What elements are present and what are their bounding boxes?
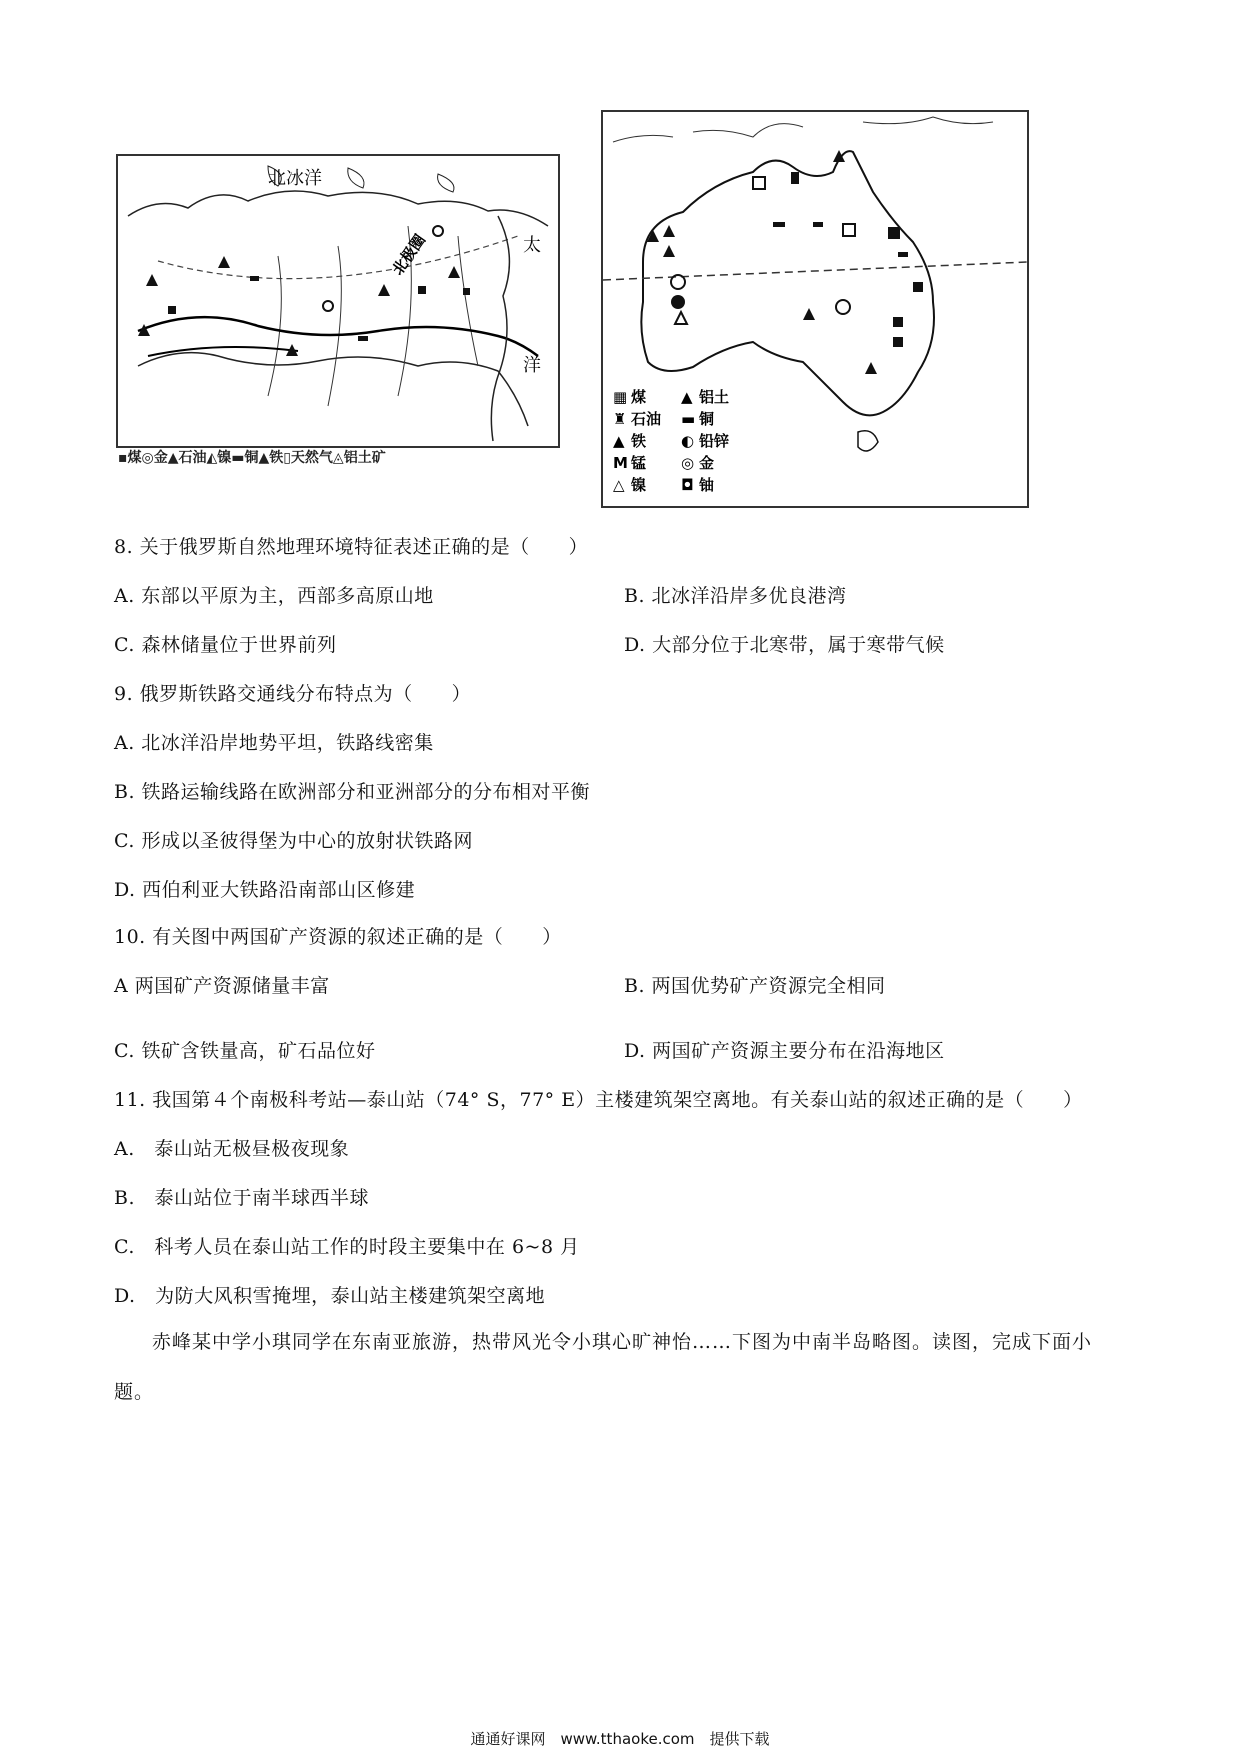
australia-legend — [613, 388, 729, 494]
russia-map-drawing — [118, 156, 558, 446]
label-pacific-2: 洋 — [523, 355, 541, 376]
footer-source: 通通好课网 www.tthaoke.com 提供下载 — [470, 1730, 770, 1748]
legend-symbol-coal: ▦ — [613, 388, 628, 406]
label-arctic-circle: 北极圈 — [388, 231, 430, 279]
russia-map — [116, 154, 560, 448]
legend-symbol-uranium: ◘ — [681, 476, 694, 494]
legend-label-copper: 铜 — [699, 410, 715, 428]
question-10-option-a: A 两国矿产资源储量丰富 — [114, 975, 330, 997]
question-10-option-c: C. 铁矿含铁量高，矿石品位好 — [114, 1040, 376, 1062]
legend-label-gold: 金 — [699, 454, 715, 472]
question-10-option-d: D. 两国矿产资源主要分布在沿海地区 — [624, 1040, 945, 1062]
legend-symbol-copper: ▬ — [681, 410, 696, 428]
legend-label-oil: 石油 — [631, 410, 662, 428]
question-9-option-b: B. 铁路运输线路在欧洲部分和亚洲部分的分布相对平衡 — [114, 781, 591, 803]
mineral-symbols-au — [647, 150, 923, 374]
legend-symbol-nickel: △ — [613, 476, 625, 494]
russia-map-legend: ▪煤◎金▲石油◭镍▬铜▲铁▯天然气◬铝土矿 — [118, 450, 386, 466]
label-pacific-1: 太 — [523, 235, 541, 256]
question-9-stem: 9. 俄罗斯铁路交通线分布特点为（ ） — [114, 683, 472, 705]
australia-map — [601, 110, 1029, 508]
question-10-option-b: B. 两国优势矿产资源完全相同 — [624, 975, 886, 997]
question-9-option-c: C. 形成以圣彼得堡为中心的放射状铁路网 — [114, 830, 473, 852]
question-8-option-b: B. 北冰洋沿岸多优良港湾 — [624, 585, 847, 607]
question-8-stem: 8. 关于俄罗斯自然地理环境特征表述正确的是（ ） — [114, 536, 589, 558]
legend-symbol-leadzinc: ◐ — [681, 432, 695, 450]
legend-symbol-manganese: M — [613, 454, 628, 472]
question-10-stem: 10. 有关图中两国矿产资源的叙述正确的是（ ） — [114, 926, 562, 948]
question-11-option-d: D. 为防大风积雪掩埋，泰山站主楼建筑架空离地 — [114, 1285, 546, 1307]
legend-label-leadzinc: 铅锌 — [699, 432, 730, 450]
legend-symbol-bauxite: ▲ — [681, 388, 693, 406]
question-8-option-a: A. 东部以平原为主，西部多高原山地 — [114, 585, 434, 607]
passage-text: 赤峰某中学小琪同学在东南亚旅游，热带风光令小琪心旷神怡……下图为中南半岛略图。读图，完成下面小题。 — [114, 1331, 1093, 1403]
legend-label-uranium: 铀 — [699, 476, 715, 494]
label-arctic-ocean: 北冰洋 — [268, 168, 322, 189]
question-11-option-a: A. 泰山站无极昼极夜现象 — [114, 1138, 350, 1160]
legend-symbol-oil: ♜ — [613, 410, 627, 428]
legend-label-bauxite: 铝土 — [699, 388, 730, 406]
question-8-option-c: C. 森林储量位于世界前列 — [114, 634, 337, 656]
australia-map-drawing — [603, 112, 1027, 506]
legend-label-nickel: 镍 — [631, 476, 647, 494]
legend-symbol-gold: ◎ — [681, 454, 695, 472]
question-8-option-d: D. 大部分位于北寒带，属于寒带气候 — [624, 634, 945, 656]
question-11-option-b: B. 泰山站位于南半球西半球 — [114, 1187, 370, 1209]
legend-label-coal: 煤 — [631, 388, 647, 406]
question-11-option-c: C. 科考人员在泰山站工作的时段主要集中在 6~8 月 — [114, 1236, 580, 1258]
legend-symbol-iron: ▲ — [613, 432, 625, 450]
legend-label-iron: 铁 — [631, 432, 647, 450]
legend-label-manganese: 锰 — [631, 454, 647, 472]
question-11-stem: 11. 我国第４个南极科考站—泰山站（74° S，77° E）主楼建筑架空离地。有关泰山站的叙述正确的是（ ） — [114, 1089, 1083, 1111]
question-9-option-a: A. 北冰洋沿岸地势平坦，铁路线密集 — [114, 732, 434, 754]
question-9-option-d: D. 西伯利亚大铁路沿南部山区修建 — [114, 879, 416, 901]
